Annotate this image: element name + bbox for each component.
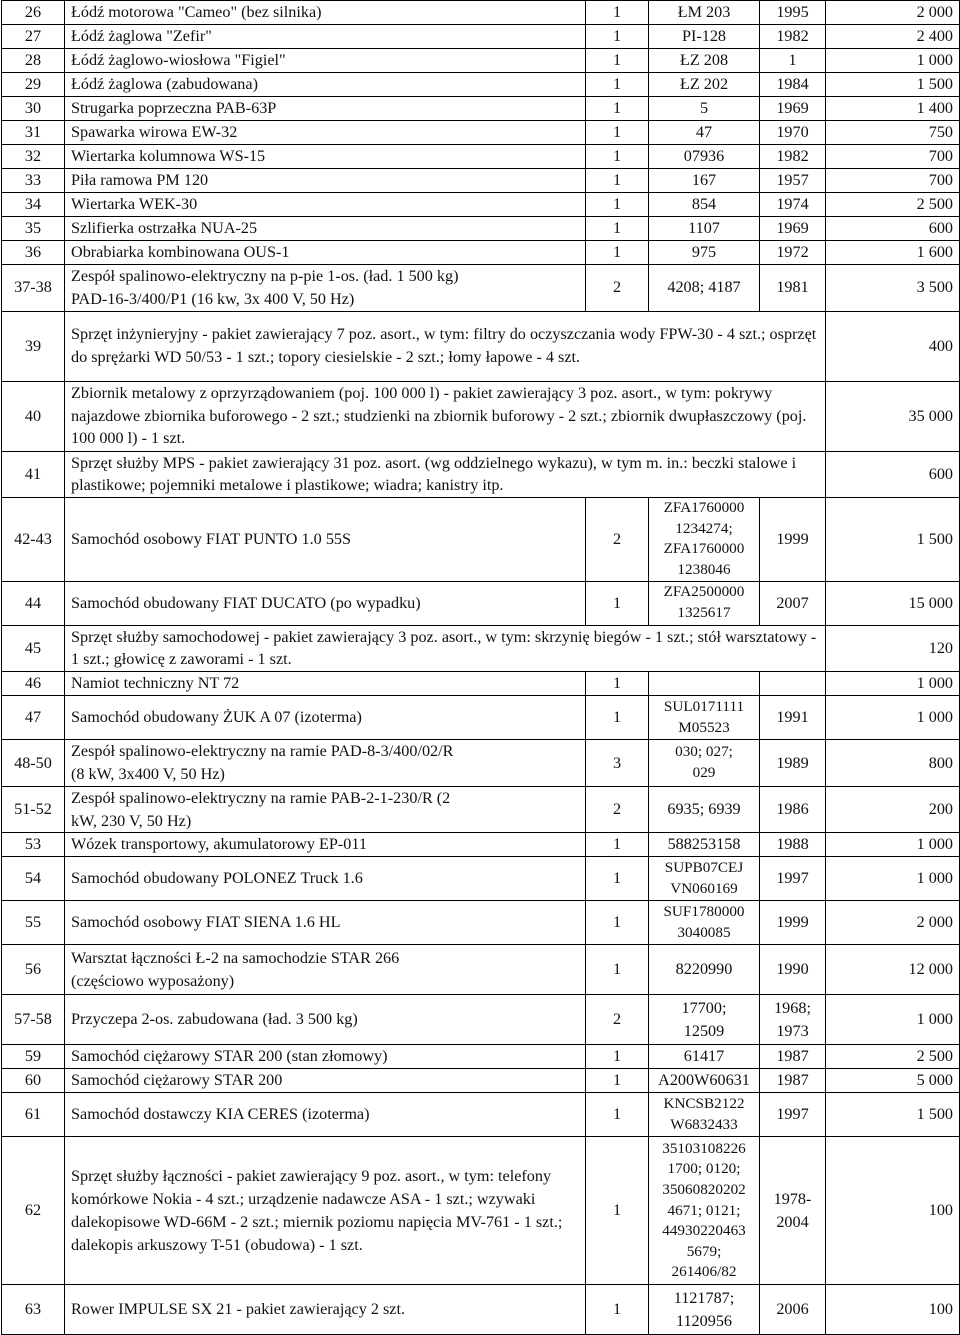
item-quantity: 1 [586,193,649,217]
item-quantity: 1 [586,25,649,49]
item-value: 2 000 [826,901,960,945]
table-row [2,857,960,901]
item-value: 600 [826,217,960,241]
table-row [2,311,960,381]
item-name: Samochód ciężarowy STAR 200 [65,1069,586,1093]
table-row [2,581,960,625]
item-serial: 1107 [649,217,760,241]
item-name: Sprzęt inżynieryjny - pakiet zawierający 7 poz. asort., w tym: filtry do oczyszczania wody FPW-30 - 4 szt.; osprzęt do sprężarki WD 50/53 - 1 szt.; topory ciesielskie - 2 szt.; łomy łapowe - 4 szt. [65,311,826,381]
table-row [2,121,960,145]
item-quantity: 1 [586,121,649,145]
item-quantity: 1 [586,97,649,121]
row-number: 54 [2,857,65,901]
item-quantity: 1 [586,901,649,945]
item-value: 1 000 [826,696,960,740]
item-serial: SUF1780000 3040085 [649,901,760,945]
table-row [2,1069,960,1093]
item-quantity: 3 [586,740,649,787]
item-year: 1968; 1973 [760,995,826,1045]
item-quantity: 1 [586,217,649,241]
row-number: 28 [2,49,65,73]
item-value: 1 000 [826,857,960,901]
item-value: 1 600 [826,241,960,265]
item-year: 1997 [760,857,826,901]
row-number: 60 [2,1069,65,1093]
item-year: 1978- 2004 [760,1137,826,1285]
table-row [2,995,960,1045]
item-value: 1 000 [826,672,960,696]
item-value: 2 500 [826,1045,960,1069]
item-value: 3 500 [826,265,960,312]
table-row [2,1093,960,1137]
row-number: 42-43 [2,498,65,581]
row-number: 39 [2,311,65,381]
item-name: Łódź żaglowo-wiosłowa "Figiel" [65,49,586,73]
item-serial: 975 [649,241,760,265]
item-quantity: 1 [586,581,649,625]
row-number: 63 [2,1285,65,1335]
row-number: 56 [2,945,65,995]
row-number: 34 [2,193,65,217]
item-serial: 6935; 6939 [649,786,760,833]
item-serial: 47 [649,121,760,145]
table-row [2,625,960,672]
item-name: Wózek transportowy, akumulatorowy EP-011 [65,833,586,857]
item-year: 1987 [760,1069,826,1093]
item-name: Sprzęt służby MPS - pakiet zawierający 31 poz. asort. (wg oddzielnego wykazu), w tym m. in.: beczki stalowe i plastikowe; pojemniki metalowe i plastikowe; wiadra; kanistry itp. [65,451,826,498]
row-number: 33 [2,169,65,193]
item-quantity: 1 [586,672,649,696]
table-row [2,833,960,857]
item-name: Wiertarka kolumnowa WS-15 [65,145,586,169]
item-serial: A200W60631 [649,1069,760,1093]
table-row [2,1,960,25]
item-year: 1982 [760,25,826,49]
table-row [2,672,960,696]
item-name: Zespół spalinowo-elektryczny na ramie PAB-2-1-230/R (2 kW, 230 V, 50 Hz) [65,786,586,833]
item-name: Samochód osobowy FIAT PUNTO 1.0 55S [65,498,586,581]
item-value: 120 [826,625,960,672]
item-serial: 1121787; 1120956 [649,1285,760,1335]
item-year: 1991 [760,696,826,740]
item-quantity: 1 [586,833,649,857]
item-quantity: 1 [586,945,649,995]
item-value: 1 000 [826,995,960,1045]
item-quantity: 1 [586,49,649,73]
item-name: Strugarka poprzeczna PAB-63P [65,97,586,121]
row-number: 29 [2,73,65,97]
item-value: 1 000 [826,833,960,857]
table-row [2,1045,960,1069]
item-year: 1999 [760,901,826,945]
item-value: 600 [826,451,960,498]
item-name: Piła ramowa PM 120 [65,169,586,193]
item-serial: KNCSB2122 W6832433 [649,1093,760,1137]
item-value: 100 [826,1285,960,1335]
table-row [2,451,960,498]
row-number: 61 [2,1093,65,1137]
item-year: 1981 [760,265,826,312]
row-number: 45 [2,625,65,672]
item-serial: 4208; 4187 [649,265,760,312]
item-serial: 61417 [649,1045,760,1069]
item-name: Wiertarka WEK-30 [65,193,586,217]
item-value: 5 000 [826,1069,960,1093]
item-value: 700 [826,169,960,193]
row-number: 48-50 [2,740,65,787]
item-value: 12 000 [826,945,960,995]
item-quantity: 2 [586,995,649,1045]
table-row [2,217,960,241]
item-quantity: 1 [586,241,649,265]
table-row [2,740,960,787]
item-name: Łódź motorowa "Cameo" (bez silnika) [65,1,586,25]
item-serial: ŁZ 208 [649,49,760,73]
item-quantity: 1 [586,857,649,901]
item-serial: PI-128 [649,25,760,49]
table-row [2,696,960,740]
item-year: 1970 [760,121,826,145]
item-value: 2 000 [826,1,960,25]
row-number: 36 [2,241,65,265]
item-year: 2007 [760,581,826,625]
item-value: 1 500 [826,1093,960,1137]
item-name: Łódź żaglowa (zabudowana) [65,73,586,97]
row-number: 53 [2,833,65,857]
item-value: 1 500 [826,498,960,581]
item-serial: 17700; 12509 [649,995,760,1045]
table-row [2,97,960,121]
item-year: 1997 [760,1093,826,1137]
item-serial: ŁZ 202 [649,73,760,97]
row-number: 40 [2,381,65,451]
item-name: Warsztat łączności Ł-2 na samochodzie STAR 266 (częściowo wyposażony) [65,945,586,995]
table-row [2,49,960,73]
item-name: Zespół spalinowo-elektryczny na p-pie 1-os. (ład. 1 500 kg) PAD-16-3/400/P1 (16 kw, 3x 400 V, 50 Hz) [65,265,586,312]
item-value: 800 [826,740,960,787]
item-value: 700 [826,145,960,169]
table-row [2,945,960,995]
item-name: Rower IMPULSE SX 21 - pakiet zawierający 2 szt. [65,1285,586,1335]
row-number: 31 [2,121,65,145]
table-row [2,1137,960,1285]
item-year: 1989 [760,740,826,787]
item-name: Samochód obudowany ŻUK A 07 (izoterma) [65,696,586,740]
item-serial: 35103108226 1700; 0120; 35060820202 4671; 0121; 44930220463 5679; 261406/82 [649,1137,760,1285]
item-value: 2 500 [826,193,960,217]
item-name: Sprzęt służby łączności - pakiet zawierający 9 poz. asort., w tym: telefony komórkowe Nokia - 4 szt.; urządzenie nadawcze ASA - 1 szt.; wzywaki dalekopisowe WD-66M - 2 szt.; miernik poziomu napięcia MV-761 - 1 szt.; dalekopis arkuszowy T-51 (obudowa) - 1 szt. [65,1137,586,1285]
item-name: Samochód obudowany FIAT DUCATO (po wypadku) [65,581,586,625]
item-name: Łódź żaglowa "Zefir" [65,25,586,49]
item-name: Samochód ciężarowy STAR 200 (stan złomowy) [65,1045,586,1069]
inventory-table [1,0,960,1335]
item-name: Namiot techniczny NT 72 [65,672,586,696]
item-name: Obrabiarka kombinowana OUS-1 [65,241,586,265]
item-year: 1969 [760,217,826,241]
row-number: 27 [2,25,65,49]
item-year: 1984 [760,73,826,97]
item-value: 15 000 [826,581,960,625]
item-year: 1986 [760,786,826,833]
row-number: 57-58 [2,995,65,1045]
item-name: Przyczepa 2-os. zabudowana (ład. 3 500 kg) [65,995,586,1045]
table-row [2,73,960,97]
item-year: 1982 [760,145,826,169]
row-number: 37-38 [2,265,65,312]
item-name: Szlifierka ostrzałka NUA-25 [65,217,586,241]
item-value: 1 400 [826,97,960,121]
row-number: 47 [2,696,65,740]
item-value: 750 [826,121,960,145]
item-quantity: 1 [586,169,649,193]
item-name: Zespół spalinowo-elektryczny na ramie PAD-8-3/400/02/R (8 kW, 3x400 V, 50 Hz) [65,740,586,787]
table-row [2,786,960,833]
item-name: Samochód obudowany POLONEZ Truck 1.6 [65,857,586,901]
item-year: 1969 [760,97,826,121]
table-row [2,901,960,945]
item-value: 2 400 [826,25,960,49]
item-serial: 8220990 [649,945,760,995]
item-value: 400 [826,311,960,381]
item-year: 1988 [760,833,826,857]
row-number: 32 [2,145,65,169]
item-serial: ZFA2500000 1325617 [649,581,760,625]
item-year: 1 [760,49,826,73]
item-quantity: 1 [586,1045,649,1069]
item-serial: SUPB07CEJ VN060169 [649,857,760,901]
item-value: 1 000 [826,49,960,73]
row-number: 41 [2,451,65,498]
table-row [2,381,960,451]
item-year: 2006 [760,1285,826,1335]
item-serial: SUL0171111 M05523 [649,696,760,740]
item-serial: 588253158 [649,833,760,857]
row-number: 46 [2,672,65,696]
item-quantity: 2 [586,265,649,312]
item-name: Spawarka wirowa EW-32 [65,121,586,145]
item-quantity: 2 [586,786,649,833]
item-quantity: 1 [586,696,649,740]
row-number: 55 [2,901,65,945]
item-quantity: 1 [586,1285,649,1335]
table-row [2,498,960,581]
item-year: 1995 [760,1,826,25]
row-number: 26 [2,1,65,25]
item-name: Sprzęt służby samochodowej - pakiet zawierający 3 poz. asort., w tym: skrzynię biegów - 1 szt.; stół warsztatowy - 1 szt.; głowicę z zaworami - 1 szt. [65,625,826,672]
item-serial: ŁM 203 [649,1,760,25]
table-row [2,193,960,217]
item-serial: 5 [649,97,760,121]
row-number: 30 [2,97,65,121]
item-quantity: 1 [586,1137,649,1285]
item-name: Zbiornik metalowy z oprzyrządowaniem (poj. 100 000 l) - pakiet zawierający 3 poz. asort., w tym: pokrywy najazdowe zbiornika buforowego - 2 szt.; studzienki na zbiornik buforowy - 2 szt.; zbiornik dwupłaszczowy (poj. 100 000 l) - 1 szt. [65,381,826,451]
item-serial: ZFA1760000 1234274; ZFA1760000 1238046 [649,498,760,581]
item-serial: 854 [649,193,760,217]
item-quantity: 2 [586,498,649,581]
item-year: 1972 [760,241,826,265]
item-value: 200 [826,786,960,833]
item-year [760,672,826,696]
item-value: 35 000 [826,381,960,451]
row-number: 62 [2,1137,65,1285]
table-row [2,25,960,49]
item-value: 100 [826,1137,960,1285]
row-number: 59 [2,1045,65,1069]
item-year: 1957 [760,169,826,193]
item-name: Samochód dostawczy KIA CERES (izoterma) [65,1093,586,1137]
item-name: Samochód osobowy FIAT SIENA 1.6 HL [65,901,586,945]
item-quantity: 1 [586,1093,649,1137]
item-year: 1990 [760,945,826,995]
item-year: 1999 [760,498,826,581]
table-row [2,241,960,265]
table-row [2,169,960,193]
row-number: 35 [2,217,65,241]
table-row [2,265,960,312]
item-quantity: 1 [586,1069,649,1093]
item-quantity: 1 [586,1,649,25]
table-row [2,145,960,169]
item-serial [649,672,760,696]
row-number: 44 [2,581,65,625]
item-year: 1974 [760,193,826,217]
item-value: 1 500 [826,73,960,97]
item-serial: 030; 027; 029 [649,740,760,787]
item-quantity: 1 [586,145,649,169]
table-row [2,1285,960,1335]
item-serial: 167 [649,169,760,193]
item-quantity: 1 [586,73,649,97]
row-number: 51-52 [2,786,65,833]
item-serial: 07936 [649,145,760,169]
item-year: 1987 [760,1045,826,1069]
